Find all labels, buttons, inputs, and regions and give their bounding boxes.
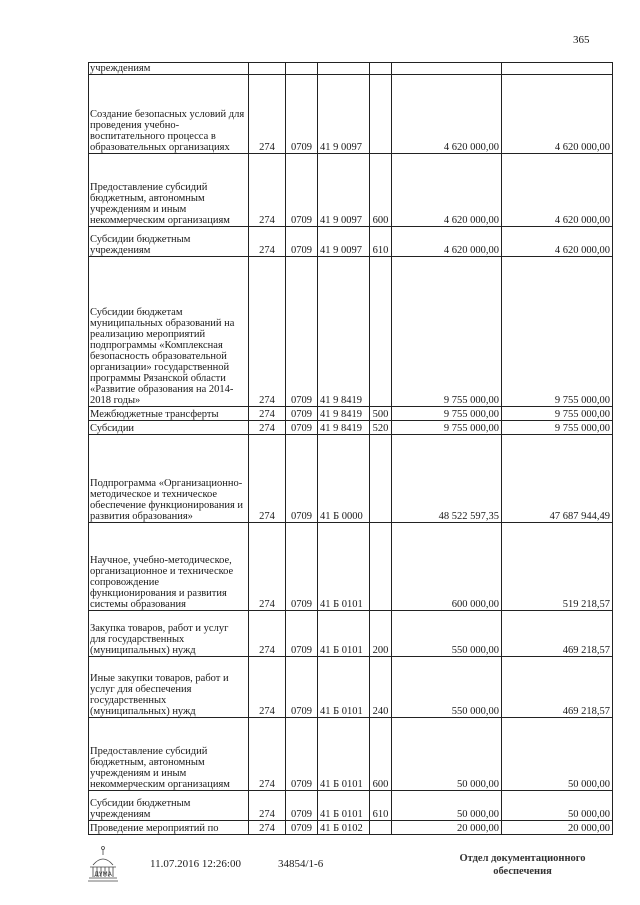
row-vr (370, 523, 392, 611)
row-csr: 41 9 8419 (318, 421, 370, 435)
row-csr: 41 Б 0101 (318, 611, 370, 657)
row-vr: 600 (370, 154, 392, 227)
row-amount-fact: 469 218,57 (502, 657, 613, 718)
row-rz: 0709 (286, 821, 318, 835)
row-amount-plan: 9 755 000,00 (392, 257, 502, 407)
budget-table (88, 62, 613, 835)
table-row (89, 611, 613, 657)
row-amount-fact: 9 755 000,00 (502, 257, 613, 407)
table-row (89, 657, 613, 718)
row-csr: 41 9 0097 (318, 75, 370, 154)
row-ved: 274 (249, 257, 286, 407)
row-rz: 0709 (286, 791, 318, 821)
table-row (89, 257, 613, 407)
table-row (89, 791, 613, 821)
row-vr: 600 (370, 718, 392, 791)
table-row (89, 227, 613, 257)
row-amount-fact: 47 687 944,49 (502, 435, 613, 523)
row-amount-plan: 9 755 000,00 (392, 407, 502, 421)
row-amount-fact: 50 000,00 (502, 718, 613, 791)
row-name: Субсидии бюджетам муниципальных образований на реализацию мероприятий подпрограммы «Комплексная безопасность образовательной организации» государственной программы Рязанской области «Развитие образования на 2014-2018 годы» (89, 257, 249, 407)
table-row (89, 154, 613, 227)
row-csr: 41 9 8419 (318, 257, 370, 407)
footer-timestamp: 11.07.2016 12:26:00 (150, 858, 241, 870)
row-rz: 0709 (286, 718, 318, 791)
row-vr: 610 (370, 791, 392, 821)
row-name: Субсидии бюджетным учреждениям (89, 227, 249, 257)
row-amount-plan: 4 620 000,00 (392, 75, 502, 154)
row-ved: 274 (249, 407, 286, 421)
row-vr (370, 75, 392, 154)
row-rz: 0709 (286, 657, 318, 718)
row-csr: 41 Б 0101 (318, 523, 370, 611)
row-name: Создание безопасных условий для проведения учебно-воспитательного процесса в образовательных организациях (89, 75, 249, 154)
row-vr (370, 63, 392, 75)
row-amount-fact: 4 620 000,00 (502, 227, 613, 257)
row-csr: 41 9 0097 (318, 227, 370, 257)
row-amount-plan: 20 000,00 (392, 821, 502, 835)
row-csr: 41 9 8419 (318, 407, 370, 421)
row-amount-plan (392, 63, 502, 75)
row-amount-plan: 4 620 000,00 (392, 227, 502, 257)
row-amount-fact: 20 000,00 (502, 821, 613, 835)
row-ved: 274 (249, 154, 286, 227)
row-ved: 274 (249, 75, 286, 154)
row-csr: 41 Б 0101 (318, 718, 370, 791)
row-amount-plan: 50 000,00 (392, 791, 502, 821)
table-row (89, 407, 613, 421)
row-rz: 0709 (286, 154, 318, 227)
row-amount-fact: 9 755 000,00 (502, 407, 613, 421)
row-ved: 274 (249, 227, 286, 257)
row-amount-fact: 4 620 000,00 (502, 154, 613, 227)
row-rz: 0709 (286, 407, 318, 421)
row-vr: 520 (370, 421, 392, 435)
row-rz: 0709 (286, 435, 318, 523)
row-ved: 274 (249, 791, 286, 821)
row-name: Предоставление субсидий бюджетным, автономным учреждениям и иным некоммерческим организациям (89, 718, 249, 791)
department-line-2: обеспечения (493, 866, 552, 878)
row-csr: 41 9 0097 (318, 154, 370, 227)
row-amount-fact: 4 620 000,00 (502, 75, 613, 154)
page-number: 365 (573, 34, 590, 46)
row-amount-plan: 9 755 000,00 (392, 421, 502, 435)
row-amount-plan: 600 000,00 (392, 523, 502, 611)
logo-text: ДУМА (94, 871, 112, 878)
duma-logo-icon (86, 845, 120, 885)
row-rz: 0709 (286, 611, 318, 657)
row-amount-fact: 50 000,00 (502, 791, 613, 821)
row-name: Субсидии (89, 421, 249, 435)
row-name: учреждениям (89, 63, 249, 75)
row-amount-plan: 550 000,00 (392, 611, 502, 657)
row-vr: 240 (370, 657, 392, 718)
row-ved: 274 (249, 421, 286, 435)
row-name: Предоставление субсидий бюджетным, автономным учреждениям и иным некоммерческим организациям (89, 154, 249, 227)
row-csr: 41 Б 0102 (318, 821, 370, 835)
row-rz: 0709 (286, 421, 318, 435)
row-ved (249, 63, 286, 75)
table-row (89, 421, 613, 435)
row-ved: 274 (249, 821, 286, 835)
row-vr (370, 435, 392, 523)
row-vr: 610 (370, 227, 392, 257)
row-name: Подпрограмма «Организационно-методическое и техническое обеспечение функционирования и развития образования» (89, 435, 249, 523)
table-row (89, 75, 613, 154)
row-amount-fact: 519 218,57 (502, 523, 613, 611)
table-row (89, 523, 613, 611)
row-name: Научное, учебно-методическое, организационное и техническое сопровождение функционирования и развития системы образования (89, 523, 249, 611)
row-amount-plan: 550 000,00 (392, 657, 502, 718)
row-vr (370, 257, 392, 407)
row-csr: 41 Б 0101 (318, 657, 370, 718)
department-line-1: Отдел документационного (459, 853, 586, 864)
table-row (89, 821, 613, 835)
row-amount-fact: 469 218,57 (502, 611, 613, 657)
row-csr: 41 Б 0000 (318, 435, 370, 523)
row-amount-fact (502, 63, 613, 75)
row-rz: 0709 (286, 257, 318, 407)
row-name: Иные закупки товаров, работ и услуг для обеспечения государственных (муниципальных) нужд (89, 657, 249, 718)
table-row (89, 63, 613, 75)
row-ved: 274 (249, 523, 286, 611)
table-row (89, 718, 613, 791)
row-amount-fact: 9 755 000,00 (502, 421, 613, 435)
footer-department (445, 852, 600, 878)
row-vr: 200 (370, 611, 392, 657)
row-csr (318, 63, 370, 75)
row-rz: 0709 (286, 75, 318, 154)
row-ved: 274 (249, 657, 286, 718)
row-vr (370, 821, 392, 835)
row-amount-plan: 50 000,00 (392, 718, 502, 791)
row-ved: 274 (249, 435, 286, 523)
footer-doc-number: 34854/1-6 (278, 858, 324, 870)
row-rz (286, 63, 318, 75)
row-amount-plan: 48 522 597,35 (392, 435, 502, 523)
row-rz: 0709 (286, 227, 318, 257)
row-ved: 274 (249, 718, 286, 791)
row-name: Субсидии бюджетным учреждениям (89, 791, 249, 821)
row-name: Межбюджетные трансферты (89, 407, 249, 421)
table-row (89, 435, 613, 523)
row-ved: 274 (249, 611, 286, 657)
row-csr: 41 Б 0101 (318, 791, 370, 821)
row-rz: 0709 (286, 523, 318, 611)
row-name: Закупка товаров, работ и услуг для государственных (муниципальных) нужд (89, 611, 249, 657)
row-name: Проведение мероприятий по (89, 821, 249, 835)
row-amount-plan: 4 620 000,00 (392, 154, 502, 227)
row-vr: 500 (370, 407, 392, 421)
